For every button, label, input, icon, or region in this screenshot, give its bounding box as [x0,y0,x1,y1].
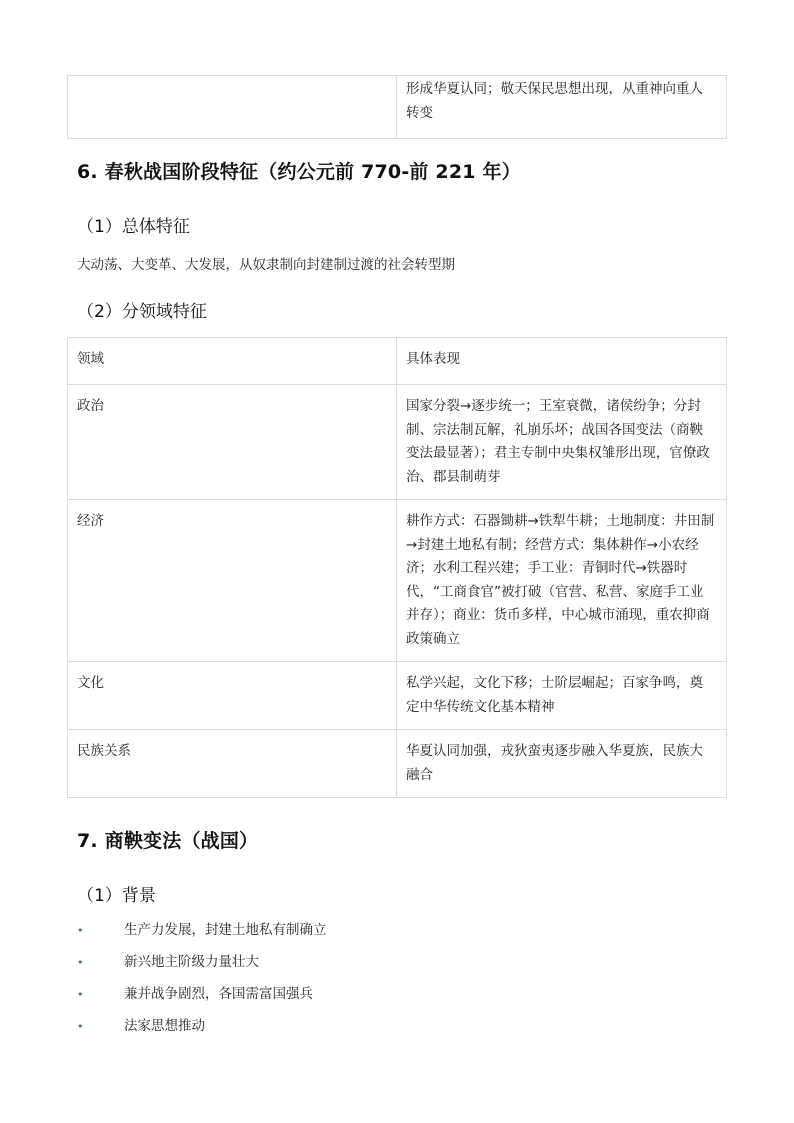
column-header-domain: 领域 [68,338,397,385]
section-6-overview-text: 大动荡、大变革、大发展，从奴隶制向封建制过渡的社会转型期 [77,257,455,273]
background-list [77,920,677,1048]
list-item-text: 兼并战争剧烈，各国需富国强兵 [124,986,313,1002]
table-cell-domain: 文化 [68,662,397,730]
bullet-icon: • [77,956,84,969]
list-item-text: 法家思想推动 [124,1018,205,1034]
table-cell-domain: 民族关系 [68,730,397,798]
table-row [68,385,727,500]
table-cell-detail: 私学兴起，文化下移；士阶层崛起；百家争鸣，奠定中华传统文化基本精神 [397,662,727,730]
field-characteristics-table [67,337,727,798]
table-row [68,730,727,798]
bullet-icon: • [77,924,84,937]
table-header-row [68,338,727,385]
table-row [68,500,727,662]
list-item-text: 新兴地主阶级力量壮大 [124,954,259,970]
list-item [77,984,677,1016]
table-cell-detail: 华夏认同加强，戎狄蛮夷逐步融入华夏族，民族大融合 [397,730,727,798]
table-cell-detail: 耕作方式：石器锄耕→铁犁牛耕；土地制度：井田制→封建土地私有制；经营方式：集体耕作→小农经济；水利工程兴建；手工业：青铜时代→铁器时代，“工商食官”被打破（官营、私营、家庭手工业并存）；商业：货币多样，中心城市涌现，重农抑商政策确立 [397,500,727,662]
table-cell-domain: 政治 [68,385,397,500]
section-7-background-heading: （1）背景 [77,886,156,906]
list-item [77,920,677,952]
list-item [77,952,677,984]
table-row [68,662,727,730]
table-row [68,76,727,139]
table-cell-domain [68,76,397,139]
table-cell-detail: 国家分裂→逐步统一；王室衰微，诸侯纷争；分封制、宗法制瓦解，礼崩乐坏；战国各国变法（商鞅变法最显著）；君主专制中央集权雏形出现，官僚政治、郡县制萌芽 [397,385,727,500]
section-6-overview-heading: （1）总体特征 [77,217,190,237]
list-item [77,1016,677,1048]
table-cell-detail: 形成华夏认同；敬天保民思想出现，从重神向重人转变 [397,76,727,139]
section-7-title: 7. 商鞅变法（战国） [77,830,259,852]
table-cell-domain: 经济 [68,500,397,662]
bullet-icon: • [77,1020,84,1033]
previous-stage-table [67,75,727,139]
column-header-detail: 具体表现 [397,338,727,385]
bullet-icon: • [77,988,84,1001]
section-6-fields-heading: （2）分领域特征 [77,302,207,322]
section-6-title: 6. 春秋战国阶段特征（约公元前 770-前 221 年） [77,161,521,183]
list-item-text: 生产力发展，封建土地私有制确立 [124,922,327,938]
